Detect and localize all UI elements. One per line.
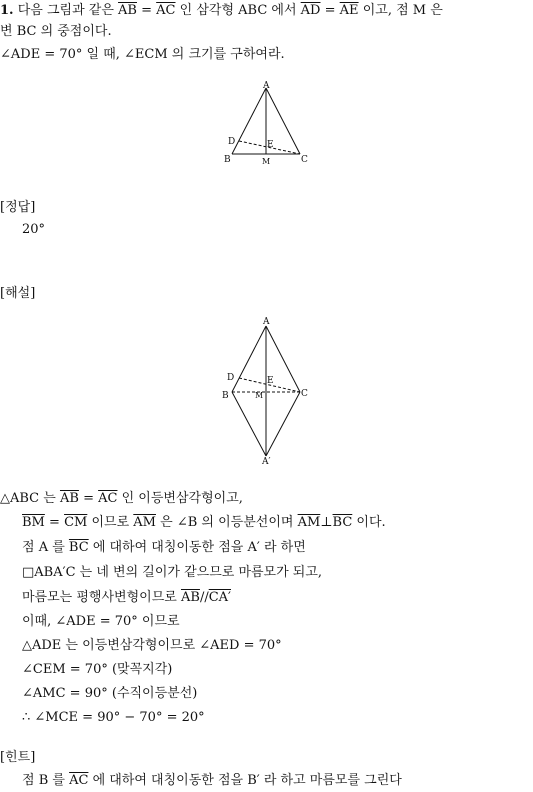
label-m: M [262, 157, 271, 166]
label-m: M [255, 391, 264, 400]
text: 이다. [356, 515, 386, 530]
explanation-line-6: 이때, ∠ADE = 70° 이므로 [22, 614, 180, 629]
text: 인 이등변삼각형이고, [121, 491, 243, 506]
text: 점 A 를 [22, 540, 65, 555]
segment-bc: $\overline{BC}$ [332, 515, 353, 530]
rhombus-figure [220, 312, 320, 467]
label-a-prime: A′ [262, 457, 271, 467]
equals-sign: = [324, 3, 336, 18]
label-e: E [267, 140, 274, 150]
problem-text: 이고, 점 M 은 [362, 3, 443, 18]
explanation-line-8: ∠CEM = 70° (맞꼭지각) [22, 662, 173, 677]
parallel-sign: // [199, 590, 209, 605]
triangle-figure [220, 78, 320, 168]
segment-ab: $\overline{AB}$ [118, 3, 137, 18]
segment-ab: $\overline{AB}$ [180, 590, 200, 605]
segment-ab: $\overline{AB}$ [59, 491, 79, 506]
hint-text [22, 772, 402, 790]
segment-ac: $\overline{AC}$ [69, 773, 89, 788]
equals-sign: = [141, 3, 153, 18]
problem-line-2: 변 BC 의 중점이다. [0, 24, 112, 39]
segment-ca-prime: CA′ [208, 590, 231, 605]
text: 에 대하여 대칭이동한 점을 B′ 라 하고 마름모를 그린다 [92, 773, 402, 788]
explanation-line-9: ∠AMC = 90° (수직이등분선) [22, 686, 198, 701]
segment-ad: $\overline{AD}$ [300, 3, 321, 18]
problem-line-3: ∠ADE = 70° 일 때, ∠ECM 의 크기를 구하여라. [0, 47, 285, 62]
explanation-line-7: △ADE 는 이등변삼각형이므로 ∠AED = 70° [22, 638, 282, 653]
segment-am: $\overline{AM}$ [133, 515, 156, 530]
segment-ae: $\overline{AE}$ [339, 3, 359, 18]
hint-header: [힌트] [0, 750, 36, 765]
segment-ac: $\overline{AC}$ [98, 491, 118, 506]
label-a: A [263, 317, 270, 327]
problem-number: 1. [0, 3, 14, 18]
label-d: D [227, 373, 235, 383]
problem-text: 다음 그림과 같은 [17, 3, 114, 18]
text: 은 ∠B 의 이등분선이며 [160, 515, 294, 530]
explanation-header: [해설] [0, 286, 36, 301]
equals-sign: = [49, 515, 60, 530]
answer-value: 20° [22, 222, 46, 237]
text: 점 B 를 [22, 773, 65, 788]
segment-bm: $\overline{BM}$ [22, 515, 45, 530]
explanation-line-2 [22, 514, 386, 532]
segment-am: $\overline{AM}$ [297, 515, 321, 530]
problem-line-1 [0, 2, 443, 20]
text: △ABC 는 [0, 491, 56, 506]
explanation-line-5 [22, 589, 231, 607]
label-c: C [301, 389, 308, 399]
label-d: D [228, 137, 236, 147]
label-e: E [267, 376, 274, 386]
label-a: A [263, 81, 270, 91]
segment-ac: $\overline{AC}$ [156, 3, 176, 18]
text: 이므로 [91, 515, 130, 530]
text: 마름모는 평행사변형이므로 [22, 590, 177, 605]
label-b: B [224, 155, 231, 165]
perpendicular-sign: ⊥ [320, 515, 333, 530]
segment-cm: $\overline{CM}$ [64, 515, 88, 530]
text: 에 대하여 대칭이동한 점을 A′ 라 하면 [92, 540, 306, 555]
explanation-line-10: ∴ ∠MCE = 90° − 70° = 20° [22, 710, 205, 725]
segment-bc: $\overline{BC}$ [68, 540, 89, 555]
explanation-line-3 [22, 539, 306, 557]
problem-text: 인 삼각형 ABC 에서 [179, 3, 297, 18]
answer-header: [정답] [0, 200, 36, 215]
label-c: C [301, 155, 308, 165]
explanation-line-4: □ABA′C 는 네 변의 길이가 같으므로 마름모가 되고, [22, 565, 323, 580]
explanation-line-1 [0, 490, 243, 508]
equals-sign: = [83, 491, 94, 506]
label-b: B [222, 391, 229, 401]
